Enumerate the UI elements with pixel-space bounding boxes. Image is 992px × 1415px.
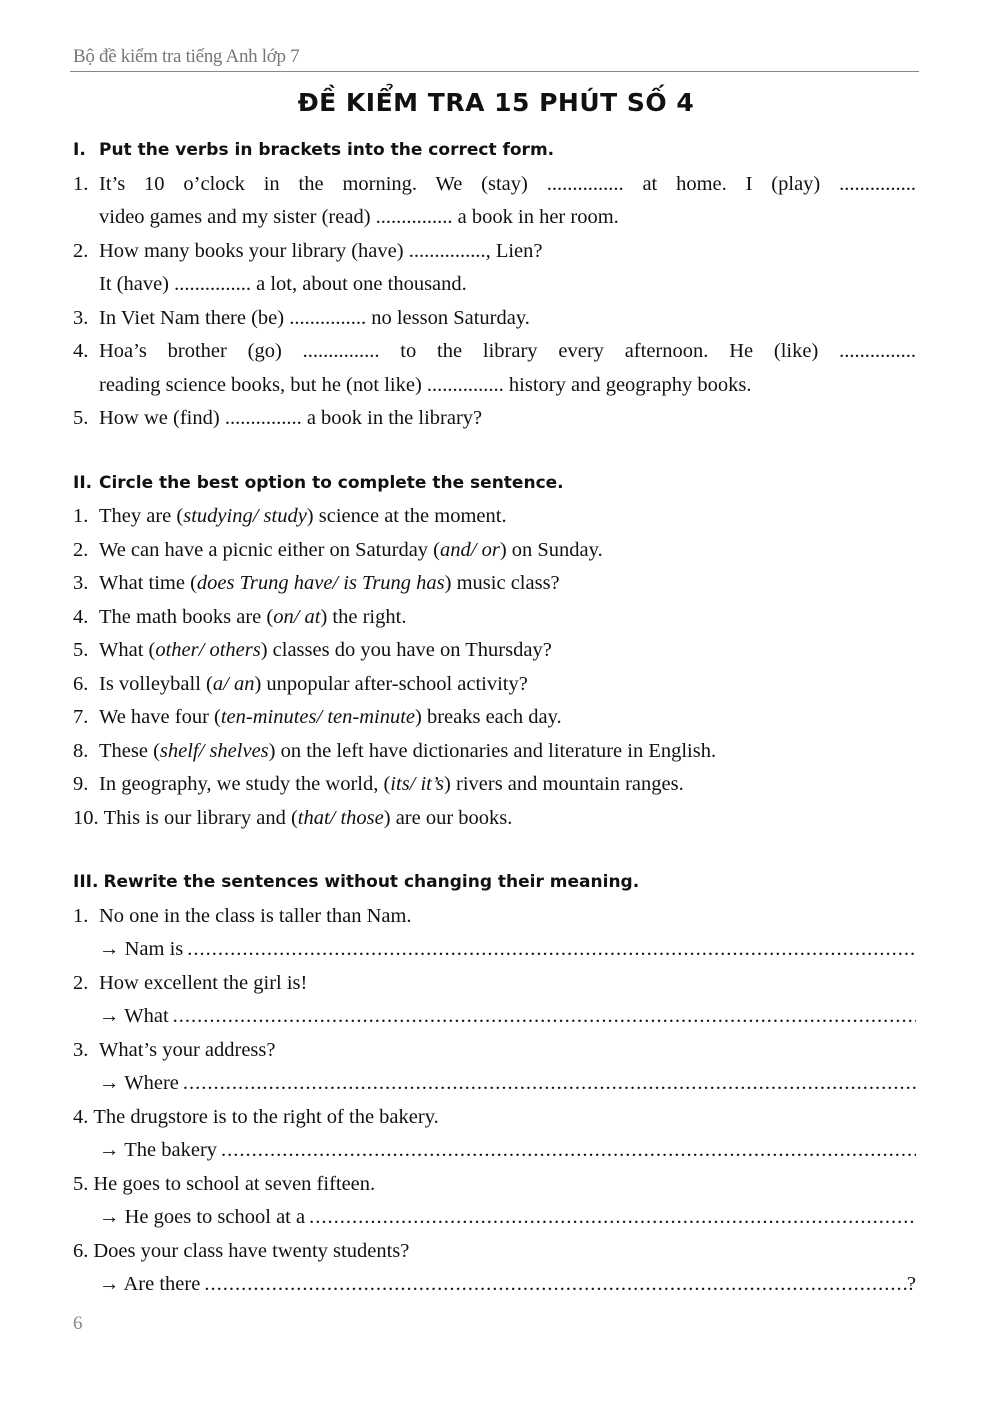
question-line bbox=[73, 1101, 916, 1135]
answer-blank bbox=[204, 1268, 907, 1302]
exam-content bbox=[73, 134, 916, 1302]
question-line bbox=[73, 1235, 916, 1269]
options: that/ those bbox=[297, 806, 384, 829]
options: shelf/ shelves bbox=[159, 739, 269, 762]
item-number bbox=[73, 268, 99, 302]
answer-blank bbox=[183, 1067, 916, 1101]
options: on/ at bbox=[273, 605, 321, 628]
options: does Trung have/ is Trung has bbox=[196, 572, 445, 594]
options: other/ others bbox=[155, 639, 261, 661]
question-text: The drugstore is to the right of the bakery. bbox=[93, 1105, 439, 1128]
exercise-line bbox=[73, 601, 916, 635]
text-before: We have four ( bbox=[99, 706, 221, 728]
item-number: 4. bbox=[73, 1105, 89, 1128]
item-text bbox=[99, 701, 916, 735]
answer-blank bbox=[309, 1201, 916, 1235]
text-after: ) music class? bbox=[444, 572, 560, 594]
section-title: Rewrite the sentences without changing their meaning. bbox=[103, 872, 640, 892]
item-text: How we (find) ............... a book in the library? bbox=[99, 407, 483, 429]
item-number: 2. bbox=[73, 538, 89, 561]
text-after: ) are our books. bbox=[383, 806, 513, 829]
item-text bbox=[104, 802, 916, 836]
section-2-heading bbox=[73, 467, 916, 501]
item-number: 2. bbox=[73, 239, 89, 262]
item-number: 4. bbox=[73, 605, 89, 628]
answer-line bbox=[73, 1201, 916, 1235]
item-number: 10. bbox=[73, 806, 99, 829]
item-text bbox=[99, 668, 916, 702]
item-number: 3. bbox=[73, 1038, 89, 1061]
item-number bbox=[73, 369, 99, 403]
item-number: 1. bbox=[73, 172, 89, 195]
exercise-line bbox=[73, 534, 916, 568]
text-after: ) on the left have dictionaries and literature in English. bbox=[268, 739, 717, 762]
text-after: ) unpopular after-school activity? bbox=[254, 672, 528, 695]
section-number: III. bbox=[73, 872, 99, 892]
exercise-line bbox=[73, 168, 916, 202]
answer-line bbox=[73, 933, 916, 967]
question-text: How excellent the girl is! bbox=[99, 971, 308, 994]
answer-blank bbox=[173, 1000, 916, 1034]
text-after: ) science at the moment. bbox=[306, 505, 507, 527]
item-number: 6. bbox=[73, 1239, 89, 1262]
text-before: We can have a picnic either on Saturday ( bbox=[99, 538, 441, 561]
item-text bbox=[99, 634, 916, 668]
section-1-heading bbox=[73, 134, 916, 168]
section-1-lines bbox=[73, 168, 916, 436]
exercise-line bbox=[73, 701, 916, 735]
exercise-line bbox=[73, 802, 916, 836]
item-number: 5. bbox=[73, 407, 89, 429]
text-before: What ( bbox=[99, 639, 156, 661]
question-line bbox=[73, 900, 916, 934]
options: a/ an bbox=[212, 672, 255, 695]
text-after: ) classes do you have on Thursday? bbox=[260, 639, 552, 661]
item-number: 3. bbox=[73, 306, 89, 329]
text-before: What time ( bbox=[99, 572, 197, 594]
item-text: It (have) ............... a lot, about one thousand. bbox=[99, 273, 467, 295]
answer-line bbox=[73, 1067, 916, 1101]
item-number: 6. bbox=[73, 672, 89, 695]
answer-prompt: → Are there bbox=[99, 1273, 201, 1295]
text-before: Is volleyball ( bbox=[99, 672, 213, 695]
item-number bbox=[73, 201, 99, 235]
item-text: It’s 10 o’clock in the morning. We (stay) ............... at home. I (play) ............... bbox=[99, 172, 916, 195]
section-number: II. bbox=[73, 472, 93, 493]
item-text: Hoa’s brother (go) ............... to the library every afternoon. He (like) ............... bbox=[99, 340, 916, 362]
question-line bbox=[73, 967, 916, 1001]
answer-blank bbox=[221, 1134, 916, 1168]
item-text bbox=[99, 500, 916, 534]
item-text bbox=[99, 735, 916, 769]
exercise-line bbox=[73, 302, 916, 336]
exercise-line bbox=[73, 735, 916, 769]
text-before: The math books are ( bbox=[99, 605, 274, 628]
page-number: 6 bbox=[73, 1313, 83, 1334]
answer-prompt: → Nam is bbox=[99, 938, 184, 960]
answer-prompt: → The bakery bbox=[99, 1139, 218, 1161]
text-after: ) the right. bbox=[320, 605, 407, 628]
text-before: This is our library and ( bbox=[103, 806, 298, 829]
exercise-line bbox=[73, 567, 916, 601]
question-text: No one in the class is taller than Nam. bbox=[99, 904, 412, 927]
text-before: In geography, we study the world, ( bbox=[99, 773, 391, 795]
text-before: They are ( bbox=[99, 505, 184, 527]
section-3-items bbox=[73, 900, 916, 1302]
options: ten-minutes/ ten-minute bbox=[220, 706, 415, 728]
question-text: What’s your address? bbox=[99, 1038, 276, 1061]
item-number: 5. bbox=[73, 639, 89, 661]
exercise-line bbox=[73, 369, 916, 403]
exercise-line bbox=[73, 201, 916, 235]
exercise-line bbox=[73, 335, 916, 369]
section-2-items bbox=[73, 500, 916, 835]
section-number: I. bbox=[73, 140, 86, 160]
text-after: ) on Sunday. bbox=[499, 538, 603, 561]
item-text: In Viet Nam there (be) ............... no lesson Saturday. bbox=[99, 306, 530, 329]
item-text: video games and my sister (read) ............... a book in her room. bbox=[99, 206, 619, 228]
text-before: These ( bbox=[99, 739, 160, 762]
text-after: ) breaks each day. bbox=[415, 706, 562, 728]
answer-prompt: → What bbox=[99, 1005, 169, 1027]
item-number: 9. bbox=[73, 773, 89, 795]
section-title: Put the verbs in brackets into the correct form. bbox=[99, 140, 555, 160]
question-line bbox=[73, 1168, 916, 1202]
item-number: 4. bbox=[73, 340, 89, 362]
exercise-line bbox=[73, 268, 916, 302]
item-text: How many books your library (have) ..............., Lien? bbox=[99, 239, 543, 262]
answer-prompt: → He goes to school at a bbox=[99, 1206, 306, 1228]
item-number: 1. bbox=[73, 904, 89, 927]
item-number: 5. bbox=[73, 1172, 89, 1195]
item-number: 7. bbox=[73, 706, 89, 728]
question-text: He goes to school at seven fifteen. bbox=[93, 1172, 376, 1195]
exercise-line bbox=[73, 235, 916, 269]
item-number: 3. bbox=[73, 572, 89, 594]
answer-line bbox=[73, 1000, 916, 1034]
item-number: 2. bbox=[73, 971, 89, 994]
exercise-line bbox=[73, 768, 916, 802]
item-number: 8. bbox=[73, 739, 89, 762]
item-text bbox=[99, 601, 916, 635]
item-text bbox=[99, 768, 916, 802]
header-rule bbox=[70, 71, 919, 72]
item-text bbox=[99, 534, 916, 568]
answer-line bbox=[73, 1268, 916, 1302]
item-number: 1. bbox=[73, 505, 89, 527]
section-3-heading bbox=[73, 866, 916, 900]
answer-end: ? bbox=[906, 1273, 916, 1295]
options: and/ or bbox=[440, 538, 500, 561]
question-text: Does your class have twenty students? bbox=[93, 1239, 410, 1262]
options: its/ it’s bbox=[390, 773, 445, 795]
question-line bbox=[73, 1034, 916, 1068]
exercise-line bbox=[73, 402, 916, 436]
section-title: Circle the best option to complete the sentence. bbox=[99, 472, 564, 493]
text-after: ) rivers and mountain ranges. bbox=[444, 773, 684, 795]
answer-line bbox=[73, 1134, 916, 1168]
exercise-line bbox=[73, 668, 916, 702]
running-header: Bộ đề kiểm tra tiếng Anh lớp 7 bbox=[73, 46, 300, 67]
item-text: reading science books, but he (not like) ............... history and geography books. bbox=[99, 373, 752, 396]
answer-blank bbox=[187, 933, 916, 967]
answer-prompt: → Where bbox=[99, 1072, 179, 1094]
exercise-line bbox=[73, 500, 916, 534]
options: studying/ study bbox=[183, 505, 307, 527]
exercise-line bbox=[73, 634, 916, 668]
page-title: ĐỀ KIỂM TRA 15 PHÚT SỐ 4 bbox=[297, 88, 695, 117]
item-text bbox=[99, 567, 916, 601]
